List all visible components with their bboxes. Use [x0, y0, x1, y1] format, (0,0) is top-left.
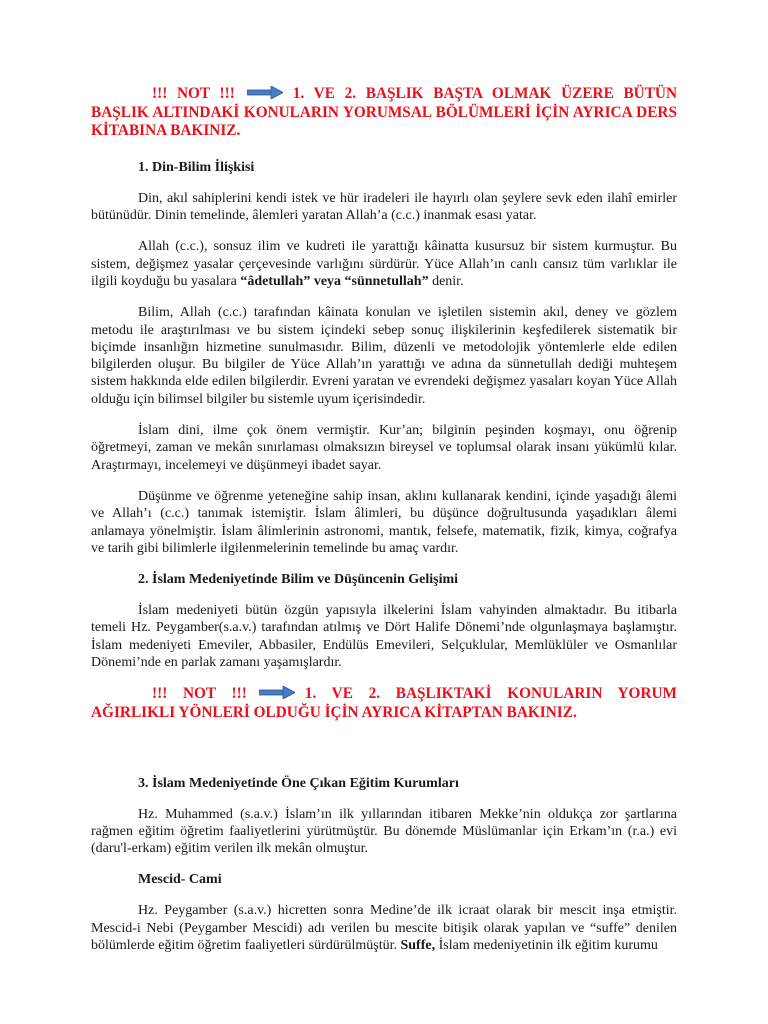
- sub-heading-mescid: Mescid- Cami: [138, 872, 222, 888]
- section-heading-1: 1. Din-Bilim İlişkisi: [138, 159, 255, 175]
- note-text: 1. VE 2. BAŞLIK BAŞTA OLMAK ÜZERE BÜTÜN BAŞLIK ALTINDAKİ KONULARIN YORUMSAL BÖLÜMLERİ İÇİN AYRICA DERS KİTABINA BAKINIZ.: [91, 85, 678, 140]
- paragraph-text: İslam medeniyetinin ilk eğitim kurumu: [438, 937, 658, 953]
- note-prefix: !!! NOT !!!: [152, 685, 247, 703]
- paragraph: İslam medeniyeti bütün özgün yapısıyla ilkelerini İslam vahyinden almaktadır. Bu itibarla temeli Hz. Peygamber(s.a.v.) tarafından atılmış ve Dört Halife Dönemi’nde olgunlaşmaya başlamıştır. İslam medeniyeti Emeviler, Abbasiler, Endülüs Emevileri, Selçuklular, Memlüklüler ve Osmanlılar Dönemi’nde en parlak zamanı yaşamışlardır.: [91, 603, 677, 671]
- right-arrow-icon: [259, 686, 295, 699]
- paragraph: [91, 902, 677, 954]
- paragraph: İslam dini, ilme çok önem vermiştir. Kur’an; bilginin peşinden koşmayı, onu öğrenip öğretmeyi, zaman ve mekân sınırlaması olmaksızın bireysel ve toplumsal olarak insanı yükümlü kılar. Araştırmayı, incelemeyi ve düşünmeyi ibadet sayar.: [91, 423, 677, 473]
- paragraph: Bilim, Allah (c.c.) tarafından kâinata konulan ve işletilen sistemin akıl, deney ve gözlem metodu ile araştırılması ve bu sistem içindeki sebep sonuç ilişkilerinin keşfedilerek sistematik bir biçimde insanlığın hizmetine sunulmasıdır. Bilim, düzenli ve metodolojik yöntemlerle elde edilen bilgilerden oluşur. Bu bilgiler de Yüce Allah’ın yarattığı ve adına da sünnetullah dediği muhteşem sistem hakkında elde edilen bilgilerdir. Evreni yaratan ve evrendeki değişmez yasaları koyan Yüce Allah olduğu için bilimsel bilgiler bu sistemle uyum içerisindedir.: [91, 305, 677, 407]
- bold-term: “âdetullah” veya “sünnetullah”: [240, 273, 429, 289]
- note-prefix: !!! NOT !!!: [152, 85, 235, 102]
- section-heading-3: 3. İslam Medeniyetinde Öne Çıkan Eğitim Kurumları: [138, 775, 459, 791]
- right-arrow-icon: [247, 86, 283, 99]
- paragraph-text: Hz. Peygamber (s.a.v.) hicretten sonra Medine’de ilk icraat olarak bir mescit inşa etmiştir. Mescid-i Nebi (Peygamber Mescidi) adı verilen bu mescite bitişik olarak yapılan ve “suffe” denilen bölümlerde eğitim öğretim faaliyetleri sürdürülmüştür.: [91, 903, 677, 953]
- paragraph-text: Allah (c.c.), sonsuz ilim ve kudreti ile yarattığı kâinatta kusursuz bir sistem kurmuştur. Bu sistem, değişmez yasalar çerçevesinde varlığını sürdürür. Yüce Allah’ın canlı cansız tüm varlıklar ile ilgili koyduğu bu yasalara: [91, 239, 677, 289]
- spacer: [91, 741, 677, 775]
- paragraph-text: denir.: [432, 273, 464, 289]
- paragraph: Din, akıl sahiplerini kendi istek ve hür iradeleri ile hayırlı olan şeylere sevk eden ilahî emirler bütünüdür. Dinin temelinde, âlemleri yaratan Allah’a (c.c.) inanmak esası yatar.: [91, 190, 677, 224]
- note-warning-1: [91, 85, 677, 141]
- bold-term: Suffe,: [400, 937, 436, 953]
- section-heading-2: 2. İslam Medeniyetinde Bilim ve Düşüncenin Gelişimi: [138, 572, 459, 588]
- note-text: 1. VE 2. BAŞLIKTAKİ KONULARIN YORUM AĞIRLIKLI YÖNLERİ OLDUĞU İÇİN AYRICA KİTAPTAN BAKINIZ.: [91, 685, 677, 721]
- paragraph: Hz. Muhammed (s.a.v.) İslam’ın ilk yıllarından itibaren Mekke’nin oldukça zor şartlarına rağmen eğitim öğretim faaliyetlerini yürütmüştür. Bu dönemde Müslümanlar için Erkam’ın (r.a.) evi (daru'l-erkam) eğitim verilen ilk mekân olmuştur.: [91, 806, 677, 857]
- paragraph: Düşünme ve öğrenme yeteneğine sahip insan, aklını kullanarak kendini, içinde yaşadığı âlemi ve Allah’ı (c.c.) tanımak istemiştir. İslam âlimleri, bu düşünce doğrultusunda yaşadıkları âlemi anlamaya yönelmiştir. İslam âlimlerinin astronomi, mantık, felsefe, matematik, fizik, kimya, coğrafya ve tarih gibi bilimlerle ilgilenmelerinin temelinde bu amaç vardır.: [91, 488, 677, 556]
- paragraph: [91, 238, 677, 290]
- note-warning-2: [91, 685, 677, 722]
